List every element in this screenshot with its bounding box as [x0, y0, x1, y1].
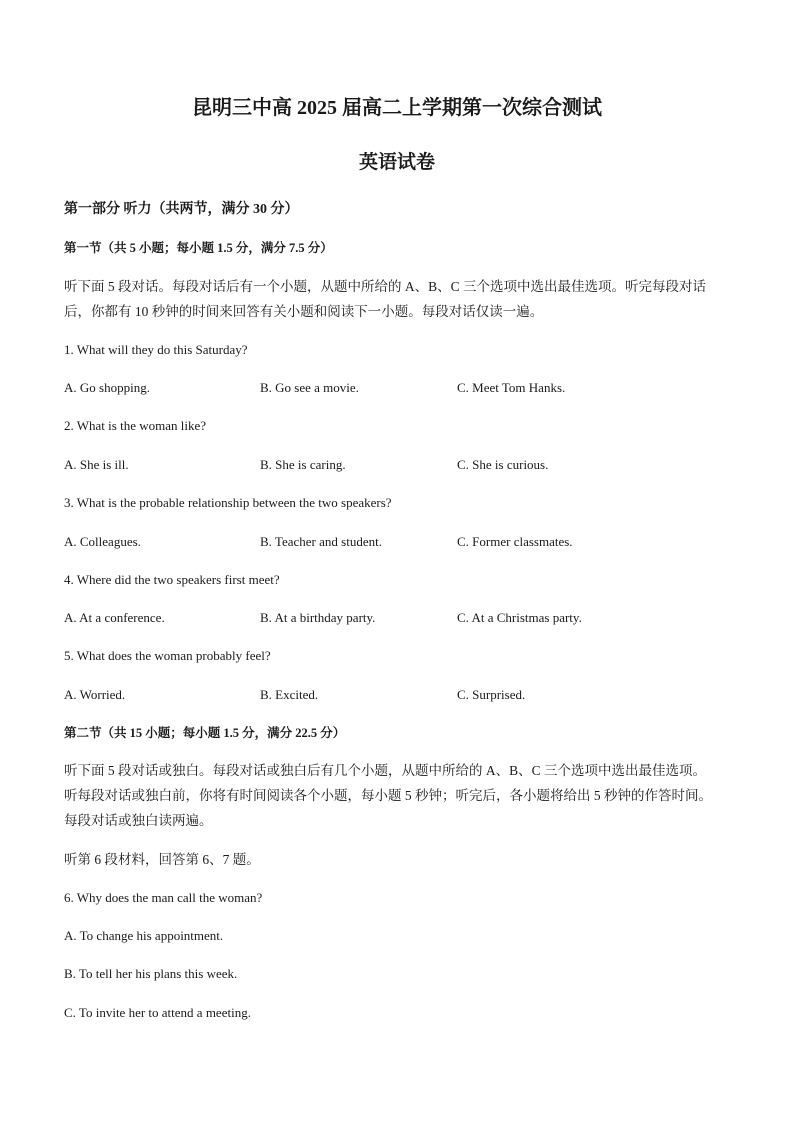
section2-instruction-line: 每段对话或独白读两遍。	[64, 813, 213, 828]
section2-instruction-line: 听每段对话或独白前，你将有时间阅读各个小题，每小题 5 秒钟；听完后，各小题将给出 5 秒钟的作答时间。	[64, 788, 712, 803]
option-c: C. She is curious.	[457, 457, 549, 472]
option-b: B. Excited.	[260, 687, 319, 702]
part1-heading: 第一部分 听力（共两节，满分 30 分）	[64, 202, 299, 217]
question-stem: 3. What is the probable relationship between the two speakers?	[64, 495, 392, 510]
option-b: B. Go see a movie.	[260, 380, 359, 395]
option-a: A. Go shopping.	[64, 380, 150, 395]
option-c: C. Surprised.	[457, 687, 526, 702]
question-stem: 4. Where did the two speakers first meet?	[64, 572, 280, 587]
option-a: A. At a conference.	[64, 610, 165, 625]
section2-heading: 第二节（共 15 小题；每小题 1.5 分，满分 22.5 分）	[64, 726, 346, 740]
question-stem: 1. What will they do this Saturday?	[64, 342, 248, 357]
option-b: B. She is caring.	[260, 457, 346, 472]
option-c: C. At a Christmas party.	[457, 610, 582, 625]
section1-heading: 第一节（共 5 小题；每小题 1.5 分，满分 7.5 分）	[64, 241, 333, 255]
question-stem: 6. Why does the man call the woman?	[64, 890, 263, 905]
section2-instruction-line: 听下面 5 段对话或独白。每段对话或独白后有几个小题，从题中所给的 A、B、C 三个选项中选出最佳选项。	[64, 763, 707, 778]
option-c: C. Former classmates.	[457, 534, 573, 549]
section1-instruction-line: 后，你都有 10 秒钟的时间来回答有关小题和阅读下一小题。每段对话仅读一遍。	[64, 304, 544, 319]
exam-subtitle: 英语试卷	[358, 152, 435, 173]
option-b: B. To tell her his plans this week.	[64, 966, 238, 981]
section1-instruction-line: 听下面 5 段对话。每段对话后有一个小题，从题中所给的 A、B、C 三个选项中选出最佳选项。听完每段对话	[64, 279, 707, 294]
question-stem: 2. What is the woman like?	[64, 418, 207, 433]
option-b: B. At a birthday party.	[260, 610, 376, 625]
material-note: 听第 6 段材料，回答第 6、7 题。	[64, 852, 260, 867]
option-a: A. Colleagues.	[64, 534, 141, 549]
exam-title: 昆明三中高 2025 届高二上学期第一次综合测试	[192, 97, 602, 119]
option-a: A. Worried.	[64, 687, 126, 702]
option-a: A. To change his appointment.	[64, 928, 224, 943]
option-c: C. Meet Tom Hanks.	[457, 380, 566, 395]
question-stem: 5. What does the woman probably feel?	[64, 648, 271, 663]
option-c: C. To invite her to attend a meeting.	[64, 1005, 251, 1020]
option-a: A. She is ill.	[64, 457, 129, 472]
option-b: B. Teacher and student.	[260, 534, 382, 549]
